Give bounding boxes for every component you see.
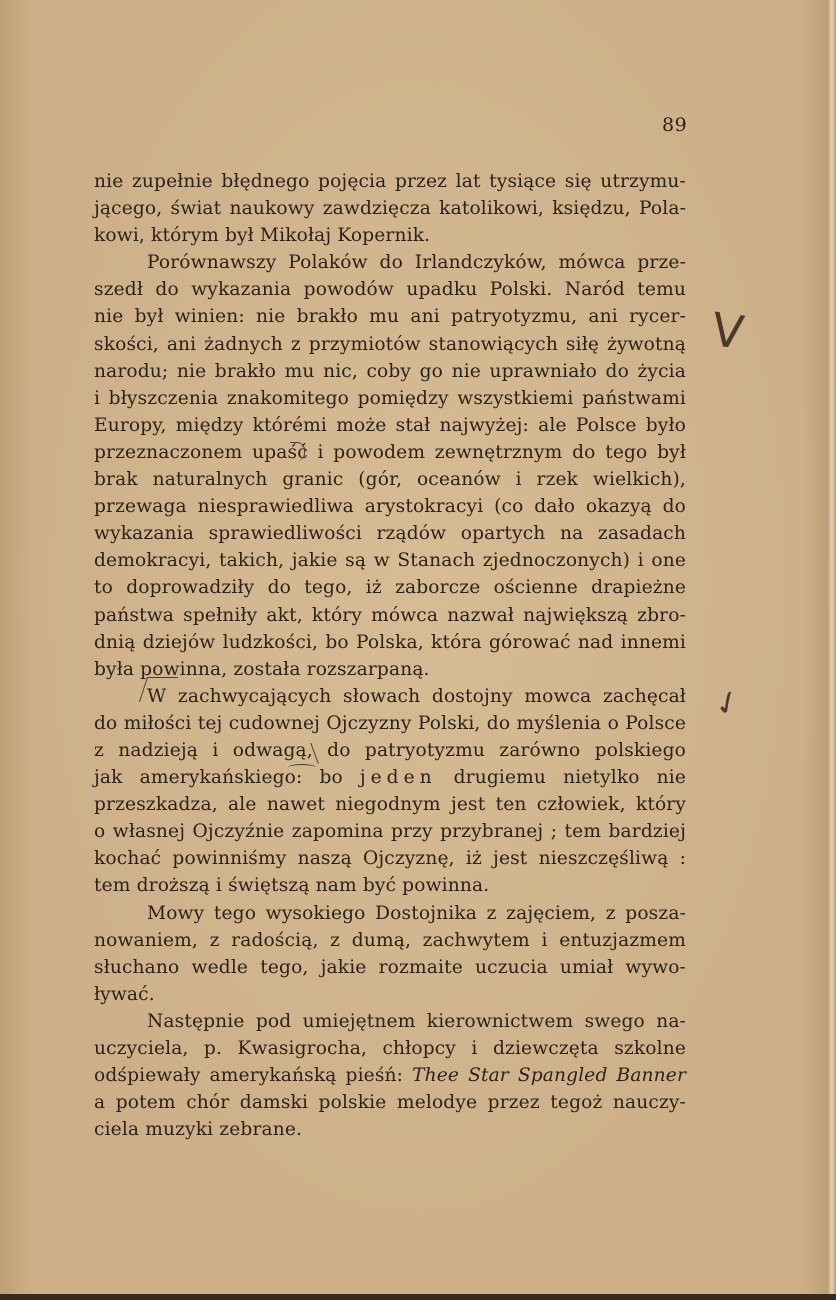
text-line: o własnej Ojczyźnie zapomina przy przybranej ; tem bardziej — [94, 821, 686, 843]
page-bottom-edge — [0, 1294, 836, 1300]
page-number: 89 — [662, 114, 688, 136]
text-line: W zachwycających słowach dostojny mowca zachęcał — [147, 685, 686, 707]
text-line: Mowy tego wysokiego Dostojnika z zajęciem, z posza- — [147, 902, 686, 924]
text-line: narodu; nie brakło mu nic, coby go nie uprawniało do życia — [94, 360, 686, 382]
text-line — [94, 764, 686, 791]
body-text — [94, 168, 686, 1143]
text-line: nie był winien: nie brakło mu ani patryotyzmu, ani rycer- — [94, 306, 686, 328]
text-line: była powinna, została rozszarpaną. — [94, 658, 430, 680]
pencil-v-mark: V — [708, 302, 748, 360]
text-line: dnią dziejów ludzkości, bo Polska, która górować nad innemi — [94, 631, 686, 653]
pencil-check-mark: ✓ — [707, 680, 748, 726]
text-line: z nadzieją i odwagą, do patryotyzmu zarówno polskiego — [94, 739, 686, 761]
text-line: przewaga niesprawiedliwa arystokracyi (co dało okazyą do — [94, 496, 686, 518]
song-title: Thee Star Spangled Banner — [412, 1065, 687, 1087]
text-line — [94, 1062, 686, 1089]
text-line: demokracyi, takich, jakie są w Stanach zjednoczonych) i one — [94, 550, 686, 572]
pencil-bracket — [290, 442, 305, 461]
text-line: i błyszczenia znakomitego pomiędzy wszystkiemi państwami — [94, 387, 686, 409]
text-line: przeszkadza, ale nawet niegodnym jest ten człowiek, który — [94, 794, 686, 816]
text-line: uczyciela, p. Kwasigrocha, chłopcy i dziewczęta szkolne — [94, 1038, 686, 1059]
spaced-word: jeden — [359, 767, 437, 789]
text-line: brak naturalnych granic (gór, oceanów i rzek wielkich), — [94, 469, 686, 491]
text-fragment: drugiemu nietylko nie — [453, 767, 686, 789]
text-line: przeznaczonem upaść i powodem zewnętrznym do tego był — [94, 441, 686, 463]
text-line: tem droższą i świętszą nam być powinna. — [94, 875, 490, 897]
text-fragment: jak amerykańskiego: bo — [94, 767, 343, 789]
text-line: jącego, świat naukowy zawdzięcza katolikowi, księdzu, Pola- — [94, 198, 686, 220]
text-line: kowi, którym był Mikołaj Kopernik. — [94, 225, 431, 247]
text-line: państwa spełniły akt, który mówca nazwał największą zbro- — [94, 604, 686, 626]
page-edge — [828, 0, 836, 1300]
text-line: skości, ani żadnych z przymiotów stanowiących siłę żywotną — [94, 333, 686, 355]
text-line: Porównawszy Polaków do Irlandczyków, mówca prze- — [147, 252, 686, 274]
text-line: ływać. — [94, 983, 155, 1005]
text-line: do miłości tej cudownej Ojczyzny Polski, do myślenia o Polsce — [94, 712, 686, 734]
text-line: Europy, między którémi może stał najwyżej: ale Polsce było — [94, 414, 686, 436]
text-line: Następnie pod umiejętnem kierownictwem swego na- — [147, 1010, 686, 1032]
text-line: nie zupełnie błędnego pojęcia przez lat tysiące się utrzymu- — [94, 171, 686, 192]
text-line: szedł do wykazania powodów upadku Polski. Naród temu — [94, 279, 686, 301]
text-line: kochać powinniśmy naszą Ojczyznę, iż jest nieszczęśliwą : — [94, 848, 686, 870]
text-line: wykazania sprawiedliwości rządów opartych na zasadach — [94, 523, 686, 545]
text-line: słuchano wedle tego, jakie rozmaite uczucia umiał wywo- — [94, 956, 686, 978]
text-line: to doprowadziły do tego, iż zaborcze ościenne drapieżne — [94, 577, 686, 599]
pencil-underline — [288, 764, 316, 771]
text-line: nowaniem, z radością, z dumą, zachwytem i entuzjazmem — [94, 929, 686, 951]
text-fragment: odśpiewały amerykańską pieśń: — [94, 1065, 404, 1087]
text-line: a potem chór damski polskie melodye przez tegoż nauczy- — [94, 1092, 686, 1114]
text-line: ciela muzyki zebrane. — [94, 1119, 303, 1141]
